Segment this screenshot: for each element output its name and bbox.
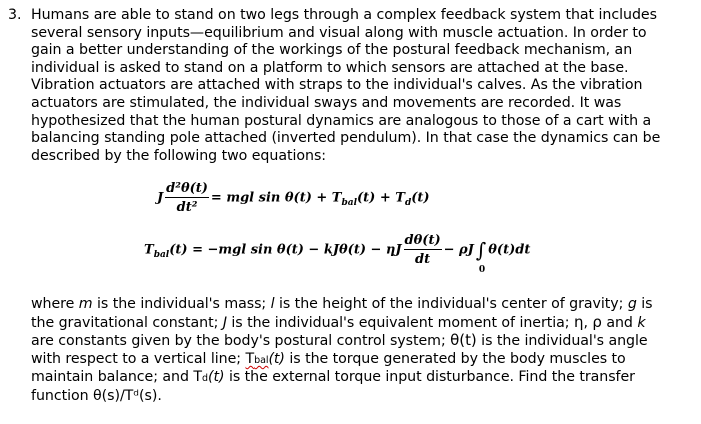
- var-rho: ρ: [592, 312, 602, 331]
- text-run: is the external torque input disturbance. Find the transfer: [224, 369, 635, 386]
- text-run: and: [601, 314, 638, 331]
- text-run: is the height of the individual's center of gravity;: [274, 296, 628, 312]
- eq1-fraction: [165, 182, 209, 214]
- text-run: is the torque generated by the body muscles to: [284, 350, 626, 367]
- paragraph-line: actuators are stimulated, the individual sways and movements are recorded. It was: [31, 94, 622, 111]
- paragraph-line: balancing standing pole attached (inverted pendulum). In that case the dynamics can be: [31, 130, 661, 147]
- text-run: where: [31, 296, 79, 312]
- var-t: (t): [208, 369, 225, 386]
- var-J: J: [222, 314, 227, 331]
- problem-paragraph-2: [31, 296, 652, 406]
- eq1-sub-d: d: [404, 198, 412, 209]
- integral-glyph: ∫: [475, 238, 487, 262]
- paragraph-line: [31, 314, 652, 333]
- text-run: maintain balance; and: [31, 369, 194, 386]
- paragraph-line: [31, 351, 652, 370]
- eq2-lhs-rest: (t) = −mgl sin θ(t) − kJθ(t) − ηJ: [169, 242, 402, 258]
- equation-1: [157, 182, 430, 214]
- var-g: g: [627, 296, 637, 312]
- var-t: (t): [268, 350, 285, 367]
- text-run: are constants given by the body's postural control system;: [31, 333, 451, 350]
- text-run: is: [636, 296, 653, 312]
- eq1-denominator: dt²: [176, 200, 198, 215]
- eq2-sub-bal: bal: [153, 250, 170, 261]
- eq1-sub-bal: bal: [341, 198, 358, 209]
- paragraph-line: several sensory inputs—equilibrium and visual along with muscle actuation. In order to: [31, 24, 647, 41]
- text-run: is the individual's equivalent moment of inertia;: [226, 314, 574, 331]
- paragraph-line: function θ(s)/Tᵈ(s).: [31, 387, 162, 404]
- text-run: the gravitational constant;: [31, 314, 223, 331]
- eq2-denominator: dt: [415, 252, 431, 267]
- text-run: is the individual's angle: [476, 333, 648, 350]
- integral-lower-limit: 0: [478, 265, 486, 275]
- var-T: T: [245, 350, 255, 367]
- paragraph-line: Humans are able to stand on two legs through a complex feedback system that includes: [31, 7, 657, 23]
- paragraph-line: described by the following two equations:: [31, 147, 327, 164]
- subscript-d: d: [202, 373, 209, 385]
- subscript-bal: bal: [254, 354, 269, 366]
- paragraph-line: [31, 369, 652, 388]
- eq1-lhs-coeff: J: [157, 190, 164, 206]
- text-run: is the individual's mass;: [92, 296, 271, 312]
- var-theta: θ(t): [450, 331, 477, 350]
- paragraph-line: hypothesized that the human postural dynamics are analogous to those of a cart with a: [31, 112, 652, 129]
- integral-symbol: [475, 238, 487, 275]
- eq2-lhs-T: T: [144, 242, 154, 258]
- eq2-numerator: dθ(t): [404, 233, 441, 248]
- var-m: m: [78, 296, 93, 312]
- problem-number: 3.: [8, 7, 22, 23]
- eq2-after-frac: − ρJ: [443, 242, 474, 258]
- eq2-integrand: θ(t)dt: [488, 242, 531, 258]
- var-Td: T: [193, 369, 203, 386]
- equation-2: [144, 233, 531, 275]
- paragraph-line: individual is asked to stand on a platform to which sensors are attached at the base.: [31, 59, 629, 76]
- var-eta: η: [573, 312, 584, 331]
- paragraph-line: [31, 332, 652, 351]
- var-Tbal: [245, 351, 268, 367]
- var-l: l: [270, 296, 275, 312]
- var-k: k: [637, 314, 646, 331]
- eq1-rhs-main: = mgl sin θ(t) + T: [210, 190, 342, 206]
- paragraph-line: Vibration actuators are attached with straps to the individual's calves. As the vibration: [31, 77, 643, 94]
- paragraph-line: [31, 296, 652, 314]
- eq1-rhs-mid: (t) + T: [357, 190, 405, 206]
- text-run: with respect to a vertical line;: [31, 350, 246, 367]
- text-run: ,: [583, 314, 593, 331]
- problem-paragraph-1: [31, 7, 660, 165]
- eq2-fraction: [404, 234, 442, 266]
- eq1-rhs-end: (t): [411, 190, 430, 206]
- paragraph-line: gain a better understanding of the workings of the postural feedback mechanism, an: [31, 42, 633, 59]
- eq1-numerator: d²θ(t): [166, 181, 208, 196]
